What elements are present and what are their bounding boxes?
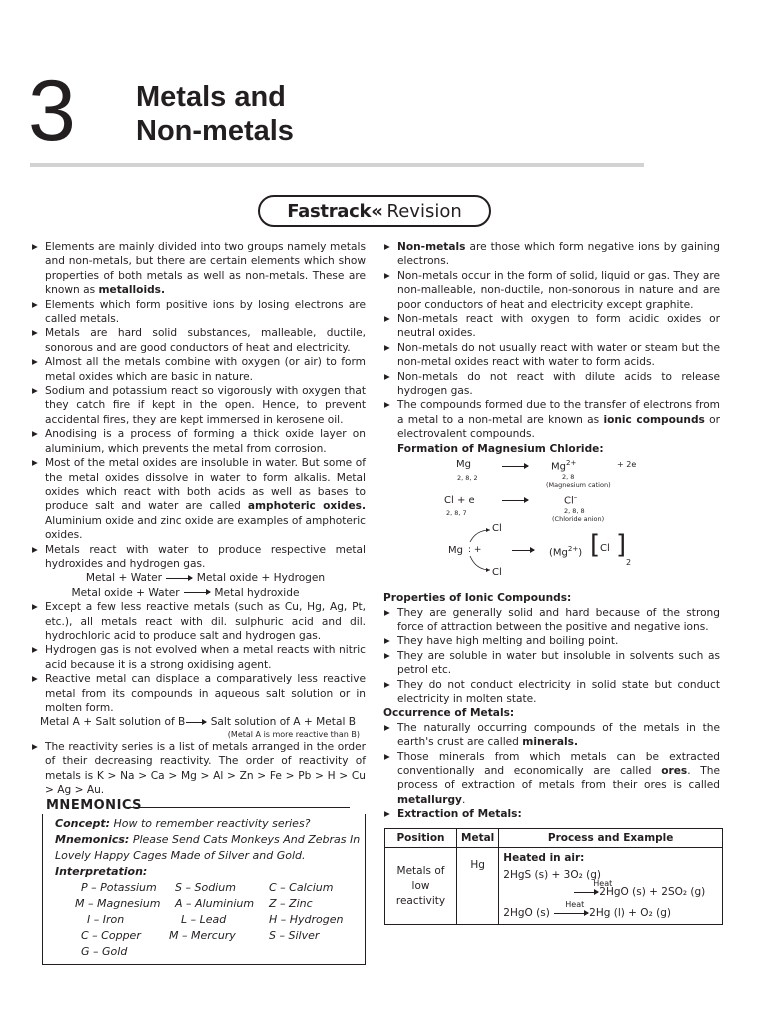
list-item [32,543,366,601]
displacement-note: (Metal A is more reactive than B) [227,729,360,739]
eq-right: Salt solution of A + Metal B [210,716,357,729]
bullet-bold: metalloids. [98,284,165,297]
eq-left: Metal + Water [85,572,163,585]
chapter-number: 3 [28,63,76,159]
diag-product-cl: Cl [600,543,610,555]
list-item: ▶ Anodising is a process of forming a thick oxide layer on aluminium, which prevents the metal from corrosion. [32,427,366,456]
electron-transfer-arrows-icon [458,526,498,576]
bullet-text: Elements are mainly divided into two groups namely metals and non-metals, but there are certain elements which show properties of both metals as well as non-metals. These are known as [45,241,366,297]
table-cell-position: Metals of low reactivity [385,848,457,925]
list-item [384,807,720,821]
mnemonics-box [42,814,366,965]
bullet-text: The naturally occurring compounds of the metals in the earth's crust are called [397,721,720,749]
interp-item: C – Copper [81,928,141,942]
interp-item: H – Hydrogen [269,912,344,926]
interp-item: I – Iron [87,912,125,926]
equation-b [503,879,718,901]
table-header: Metal [457,828,499,847]
diag-electrons: + 2e [617,460,637,470]
eq-left: Metal oxide + Water [71,586,180,599]
extraction-table [384,828,723,925]
ionic-properties-heading: Properties of Ionic Compounds: [383,592,572,605]
concept-line [55,816,361,832]
mnemonics-heading: MNEMONICS [32,799,366,813]
list-item: ▶ Non-metals react with oxygen to form acidic oxides or neutral oxides. [384,312,720,341]
equation-displacement [30,715,366,729]
table-header-row [385,828,723,847]
eq-left: Metal A + Salt solution of B [40,716,186,729]
list-item: ▶ Sodium and potassium react so vigorously with oxygen that they catch fire if kept in the open. Hence, to prevent accidental fires, they are kept immersed in kerosene oil. [32,384,366,427]
list-item: ▶ They are soluble in water but insoluble in solvents such as petrol etc. [384,649,720,678]
list-item: ▶ Non-metals do not usually react with water or steam but the non-metal oxides react with water to form acids. [384,341,720,370]
list-item: ▶ They do not conduct electricity in solid state but conduct electricity in molten state. [384,678,720,707]
equation-c-left: 2HgO (s) [503,907,550,919]
bullet-text: The compounds formed due to the transfer of electrons from a metal to a non-metal are known as [397,399,720,426]
diag-mg-ion-config: 2, 8 [562,473,575,482]
interp-item: C – Calcium [269,880,334,894]
magnesium-chloride-diagram [384,456,720,593]
interp-item: M – Magnesium [75,896,161,910]
bullet-bold: Extraction of Metals: [397,808,522,821]
left-bullet-list-2 [32,740,366,798]
left-bullet-list [32,240,366,715]
list-item [384,398,720,441]
interpretation-label [55,864,361,880]
diag-product-mg: (Mg [549,547,568,559]
diag-cl-ion-name: (Chloride anion) [552,515,605,524]
arrow-icon [184,592,210,593]
diag-dot-cl-top: Cl [492,523,502,535]
diag-mg-config: 2, 8, 2 [457,474,478,483]
chapter-title-line1: Metals and [136,81,286,113]
diag-mg: Mg [456,459,471,471]
diag-dot-plus: : + [468,545,482,556]
list-item: ▶ Almost all the metals combine with oxygen (or air) to form metal oxides which are basic in nature. [32,355,366,384]
list-item [384,721,720,750]
bullet-bold: metallurgy [397,793,462,806]
interp-item: A – Aluminium [175,896,255,910]
bullet-text: are those which form negative ions by gaining electrons. [397,241,720,268]
bullet-text: Those minerals from which metals can be extracted conventionally and economically are called [397,750,720,777]
eq-right: Metal hydroxide [214,586,300,599]
bullet-bold: Non-metals [397,241,466,253]
diag-cl-ion-symbol: Cl [564,495,574,507]
bullet-bold: ionic compounds [603,413,705,426]
bullet-text: . [461,793,466,806]
bullet-bold: minerals. [522,736,579,749]
diag-product-sub: 2 [626,558,632,568]
diag-dot-cl-bottom: Cl [492,567,502,579]
right-bullet-list [384,240,720,442]
occurrence-heading: Occurrence of Metals: [383,707,515,720]
equation-c-right: 2Hg (l) + O₂ (g) [589,907,671,919]
diag-cl-config: 2, 8, 7 [446,509,467,518]
equation-oxide-water [45,586,366,600]
list-item: ▶ Elements which form positive ions by losing electrons are called metals. [32,298,366,327]
arrow-icon [502,500,528,501]
mnemonics-label: Mnemonics: [55,832,130,846]
concept-text: How to remember reactivity series? [109,816,311,830]
bullet-bold: amphoteric oxides. [247,500,366,513]
interpretation-grid [55,880,361,960]
list-item [32,240,366,298]
bullet-text: Most of the metal oxides are insoluble in water. But some of the metal oxides dissolve in water to form alkalis. Metal oxides which react with both acids as well as bases to produce salt and water are called [45,457,366,513]
eq-right: Metal oxide + Hydrogen [196,572,326,585]
bullet-text: Reactive metal can displace a comparatively less reactive metal from its compounds in aqueous salt solution or in molten form. [45,673,366,714]
list-item [384,750,720,808]
diag-cl-ion-config: 2, 8, 8 [564,507,585,516]
interp-item: L – Lead [181,912,227,926]
diag-bracket-icon: [ [590,530,601,561]
list-item: ▶ Except a few less reactive metals (such as Cu, Hg, Ag, Pt, etc.), all metals react with dil. sulphuric acid and dil. hydrochloric acid to produce salt and hydrogen gas. [32,600,366,643]
diag-cl: Cl + e [444,495,475,507]
bullet-text: Aluminium oxide and zinc oxide are examples of amphoteric oxides. [45,514,366,542]
formation-heading: Formation of Magnesium Chloride: [397,442,604,455]
arrow-icon [512,550,534,551]
bullet-text: . The process of extraction of metals from their ores is called [397,764,720,792]
diag-mg-ion-name: (Magnesium cation) [546,481,611,490]
list-item: ▶ Hydrogen gas is not evolved when a metal reacts with nitric acid because it is a strong oxidising agent. [32,643,366,672]
list-item [32,672,366,715]
mnemonics-text: Please Send Cats Monkeys And Zebras In Lovely Happy Cages Made of Silver and Gold. [55,832,361,862]
table-row [385,848,723,925]
bullet-text: or electrovalent compounds. [397,413,720,441]
diag-product [549,542,582,561]
equation-a: 2HgS (s) + 3O₂ (g) [503,869,602,881]
list-item: ▶ Non-metals occur in the form of solid, liquid or gas. They are non-malleable, non-ductile, non-sonorous in nature and are poor conductors of heat and electricity except graphite. [384,269,720,312]
arrow-icon [574,892,598,893]
occurrence-list [384,721,720,822]
chapter-title-line2: Non-metals [136,115,294,147]
mnemonics-line [55,832,361,864]
bullet-text: Metals react with water to produce respective metal hydroxides and hydrogen gas. [45,543,366,570]
arrow-icon [186,722,206,723]
list-item: ▶ The reactivity series is a list of metals arranged in the order of their decreasing reactivity. The order of reactivity of metals is K > Na > Ca > Mg > Al > Zn > Fe > Pb > H > Cu > Ag > Au. [32,740,366,798]
interp-item: M – Mercury [169,928,236,942]
list-item [384,240,720,269]
interp-item: P – Potassium [81,880,157,894]
heat-label: Heat [593,879,613,888]
bullet-bold: ores [661,764,688,777]
equation-c [503,900,718,922]
table-header: Process and Example [499,828,723,847]
equation-metal-water [45,571,366,585]
interpretation-label-text: Interpretation: [55,864,148,878]
chapter-title [136,80,294,148]
left-column [32,240,366,965]
diag-product-close: ) [578,547,583,559]
ionic-properties-list [384,606,720,707]
list-item: ▶ Non-metals do not react with dilute acids to release hydrogen gas. [384,370,720,399]
diag-mg-ion-symbol: Mg [551,461,566,473]
list-item: ▶ Metals are hard solid substances, malleable, ductile, sonorous and are good conductors of heat and electricity. [32,326,366,355]
arrow-icon [554,913,588,914]
list-item: ▶ They are generally solid and hard because of the strong force of attraction between the positive and negative ions. [384,606,720,635]
interp-item: S – Silver [269,928,320,942]
heat-label: Heat [565,900,585,909]
badge-bold-text: Fastrack« [287,200,383,222]
diag-product-charge: 2+ [567,545,579,554]
table-cell-process [499,848,723,925]
arrow-icon [502,466,528,467]
interp-item: Z – Zinc [269,896,313,910]
arrow-icon [166,578,192,579]
diag-bracket-icon: ] [616,530,627,561]
diag-dot-mg: Mg [448,545,463,557]
table-header: Position [385,828,457,847]
fastrack-revision-badge [258,195,491,227]
header-divider [30,163,644,167]
right-column [384,240,720,925]
badge-light-text: Revision [386,200,462,222]
diag-cl-ion-charge: – [573,493,578,502]
heated-label: Heated in air: [503,852,585,864]
concept-label: Concept: [55,816,110,830]
diag-mg-ion-charge: 2+ [565,459,577,468]
list-item: ▶ They have high melting and boiling point. [384,634,720,648]
interp-item: S – Sodium [175,880,236,894]
table-cell-metal: Hg [457,848,499,925]
list-item [32,456,366,542]
equation-b-right: 2HgO (s) + 2SO₂ (g) [599,886,706,898]
interp-item: G – Gold [81,944,128,958]
